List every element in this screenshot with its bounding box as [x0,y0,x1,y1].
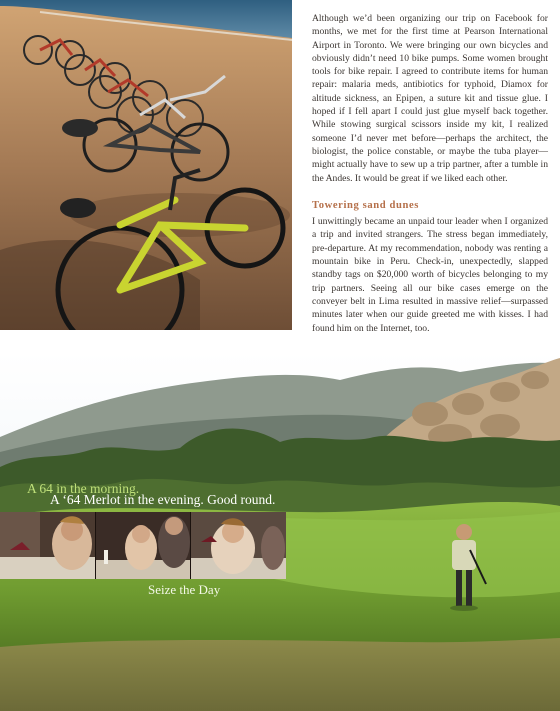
dining-photo-1 [0,512,95,579]
ad-headline-line-2: A ‘64 Merlot in the evening. Good round. [50,492,276,507]
dining-photo-strip [0,512,286,579]
article-paragraph: Although we’d been organizing our trip on Facebook for months, we met for the first time at Pearson International Airport in Toronto. We were bringing our own bicycles and obviously didn’t need 10 bike pumps. Some women brought tools for bike repair. I agreed to contribute items for human repair: malaria meds, antibiotics for typhoid, Diamox for altitude sickness, an Epipen, a suture kit and tissue glue. I hoped if I fell apart I could just glue myself back together. While stowing surgical scissors inside my kit, I realized someone I’d never met before—perhaps the architect, the biologist, the police constable, or maybe the tuba player—might actually have to sew up a trip partner, after a tumble in the Andes. It would be great if we liked each other. [312,13,548,184]
article-text-column [312,12,548,335]
article-paragraph: I unwittingly became an unpaid tour leader when I organized a trip and invited strangers. The stress began immediately, pre-departure. At my recommendation, nobody was renting a mountain bike in Peru. Check-in, unexpectedly, slapped standby tags on $20,000 worth of bicycles belonging to my trip partners. Seeing all our bike cases emerge on the conveyer belt in Lima resulted in massive relief—surpassed minutes later when our guide greeted me with kisses. I had found him on the Internet, too. [312,216,548,334]
dining-photo-2 [95,512,191,579]
golf-resort-ad [0,352,560,711]
bikes-on-beach-photo [0,0,292,330]
dining-photo-3 [190,512,286,579]
ad-tagline: Seize the Day [148,582,221,597]
ad-headline-line-1: A 64 in the morning. [27,481,140,496]
section-heading: Towering sand dunes [312,199,419,211]
